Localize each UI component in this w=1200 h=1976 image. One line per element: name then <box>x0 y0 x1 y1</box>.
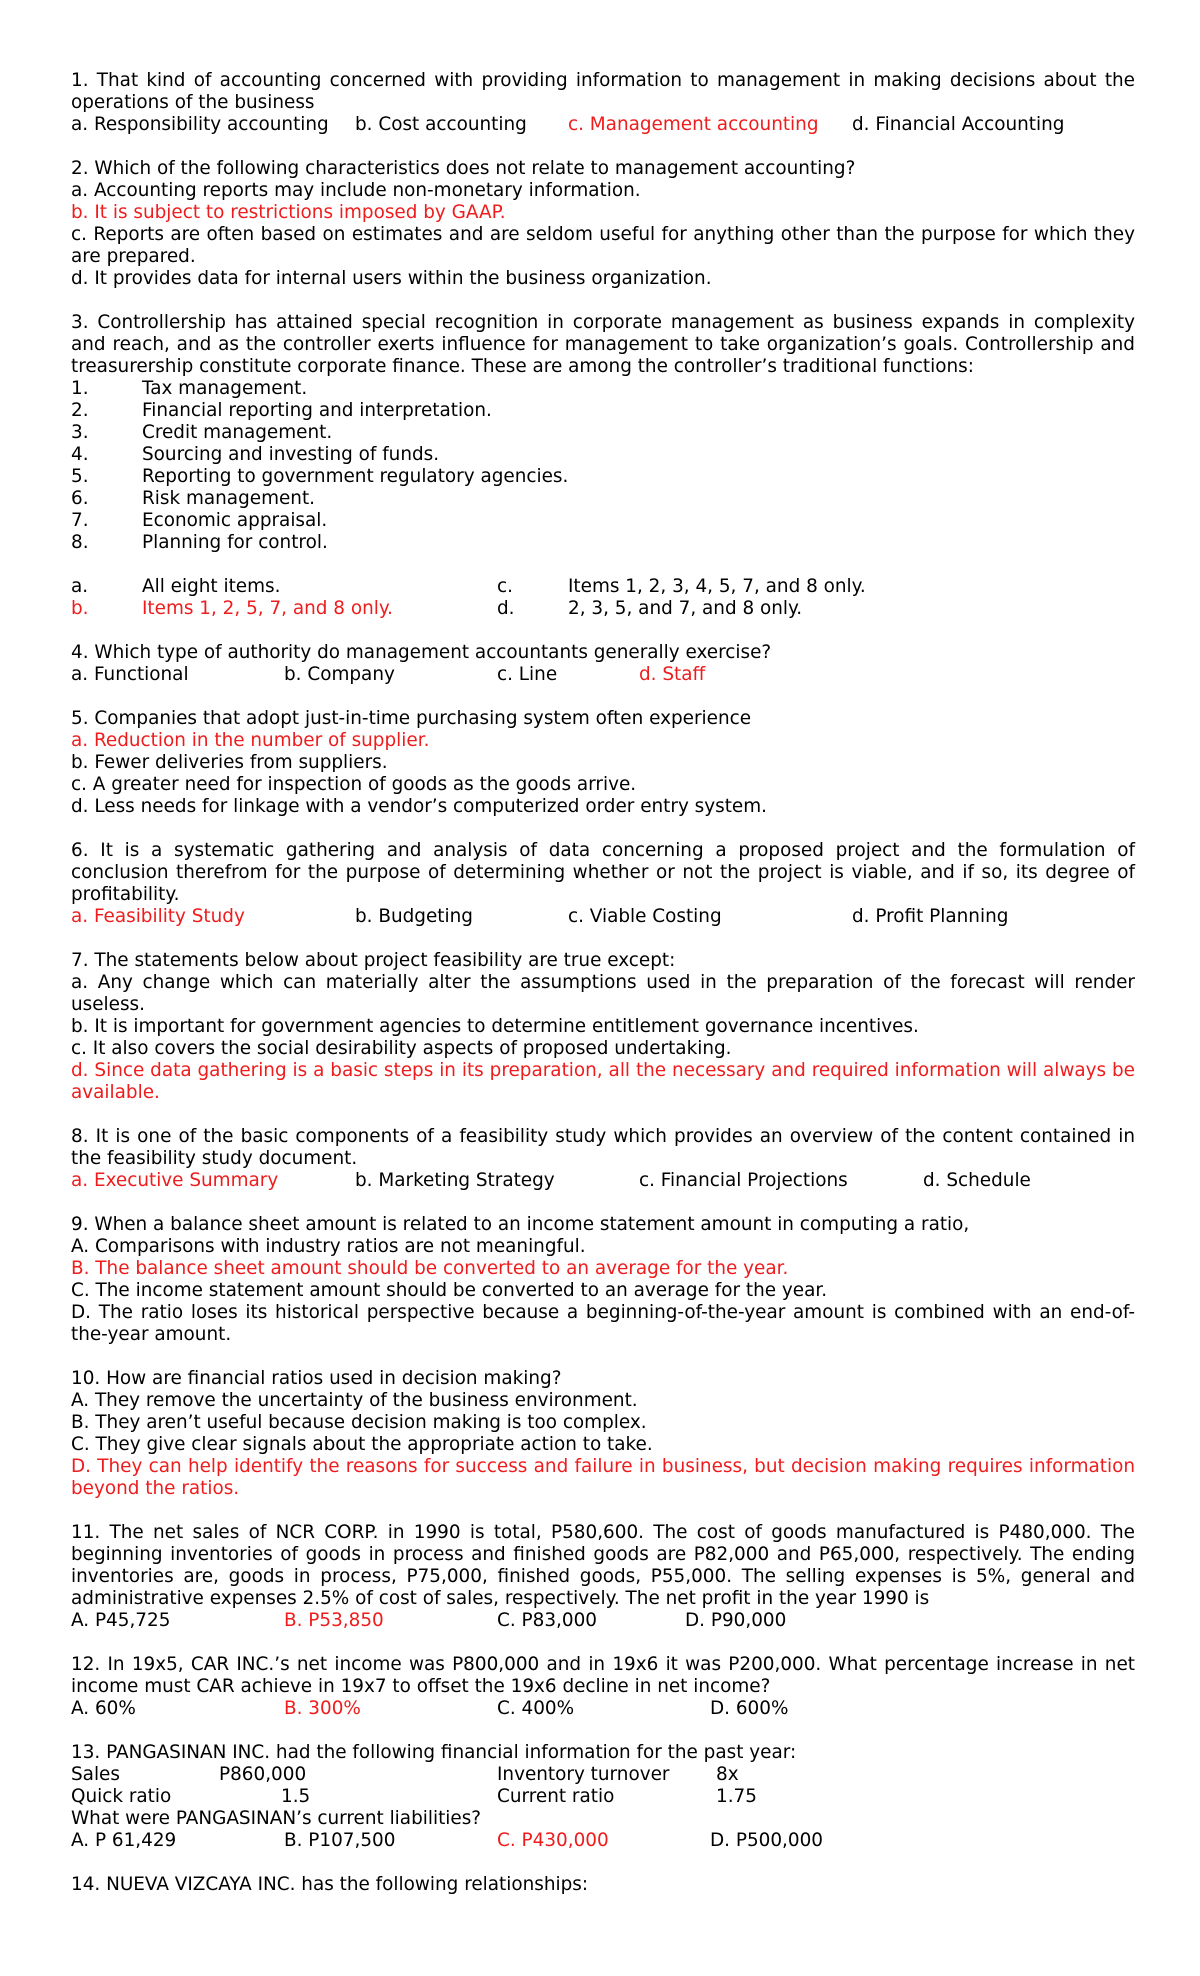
question-stem: 5. Companies that adopt just-in-time purchasing system often experience <box>71 708 752 729</box>
option-a: A. They remove the uncertainty of the business environment. <box>71 1390 638 1411</box>
option-b: b. Cost accounting <box>355 114 527 135</box>
choice-c-text: Items 1, 2, 3, 4, 5, 7, and 8 only. <box>568 576 866 597</box>
option-d: d. It provides data for internal users within the business organization. <box>71 268 712 289</box>
option-c: c. Financial Projections <box>639 1170 848 1191</box>
option-b: b. Marketing Strategy <box>355 1170 555 1191</box>
question-stem: 6. It is a systematic gathering and analysis of data concerning a proposed project and the formulation of conclusion therefrom for the purpose of determining whether or not the project is viable, and if so, its degree of profitability. <box>71 840 1135 905</box>
option-c: c. It also covers the social desirability aspects of proposed undertaking. <box>71 1038 732 1059</box>
question-2 <box>71 158 1135 290</box>
question-3 <box>71 312 1135 620</box>
option-b: b. Fewer deliveries from suppliers. <box>71 752 388 773</box>
question-stem: 12. In 19x5, CAR INC.’s net income was P800,000 and in 19x6 it was P200,000. What percentage increase in net income must CAR achieve in 19x7 to offset the 19x6 decline in net income? <box>71 1654 1135 1697</box>
option-b: b. Company <box>284 664 395 685</box>
option-b: B. P107,500 <box>284 1830 396 1851</box>
question-stem: 4. Which type of authority do management accountants generally exercise? <box>71 642 772 663</box>
option-a: a. Functional <box>71 664 189 685</box>
options-row <box>71 664 1135 686</box>
choice-d-text: 2, 3, 5, and 7, and 8 only. <box>568 598 803 619</box>
question-stem: 13. PANGASINAN INC. had the following financial information for the past year: <box>71 1742 797 1763</box>
question-13 <box>71 1742 1135 1852</box>
option-b-answer: b. It is subject to restrictions imposed by GAAP. <box>71 202 506 223</box>
option-a: a. Any change which can materially alter the assumptions used in the preparation of the forecast will render useless. <box>71 972 1135 1015</box>
option-d-answer: d. Since data gathering is a basic steps in its preparation, all the necessary and required information will always be available. <box>71 1060 1135 1103</box>
option-b-answer: B. 300% <box>284 1698 361 1719</box>
question-stem: 1. That kind of accounting concerned with providing information to management in making decisions about the operations of the business <box>71 70 1135 113</box>
choice-b-text-answer: Items 1, 2, 5, 7, and 8 only. <box>142 598 393 619</box>
question-4 <box>71 642 1135 686</box>
question-10 <box>71 1368 1135 1500</box>
quiz-page <box>71 70 1135 1918</box>
option-a-answer: a. Feasibility Study <box>71 906 245 927</box>
question-12 <box>71 1654 1135 1720</box>
option-d: D. The ratio loses its historical perspective because a beginning-of-the-year amount is combined with an end-of-the-year amount. <box>71 1302 1135 1345</box>
option-d-answer: D. They can help identify the reasons for success and failure in business, but decision making requires information beyond the ratios. <box>71 1456 1135 1499</box>
option-d: d. Profit Planning <box>852 906 1009 927</box>
options-row <box>71 1830 1135 1852</box>
option-a-answer: a. Reduction in the number of supplier. <box>71 730 430 751</box>
question-stem: 9. When a balance sheet amount is related to an income statement amount in computing a ratio, <box>71 1214 970 1235</box>
option-c: c. Line <box>497 664 558 685</box>
question-stem: 8. It is one of the basic components of a feasibility study which provides an overview of the content contained in the feasibility study document. <box>71 1126 1135 1169</box>
option-a: A. Comparisons with industry ratios are not meaningful. <box>71 1236 586 1257</box>
option-c: c. Reports are often based on estimates and are seldom useful for anything other than the purpose for which they are prepared. <box>71 224 1135 267</box>
option-b-answer: B. P53,850 <box>284 1610 384 1631</box>
option-c-answer: C. P430,000 <box>497 1830 609 1851</box>
question-11 <box>71 1522 1135 1632</box>
question-stem: 11. The net sales of NCR CORP. in 1990 is total, P580,600. The cost of goods manufactured is P480,000. The beginning inventories of goods in process and finished goods are P82,000 and P65,000, respectively. The ending inventories are, goods in process, P75,000, finished goods, P55,000. The selling expenses is 5%, general and administrative expenses 2.5% of cost of sales, respectively. The net profit in the year 1990 is <box>71 1522 1135 1609</box>
financial-info-row: Sales P860,000 Inventory turnover 8x <box>71 1764 739 1785</box>
options-row <box>71 1698 1135 1720</box>
options-row <box>71 1170 1135 1192</box>
question-7 <box>71 950 1135 1104</box>
question-stem: 7. The statements below about project feasibility are true except: <box>71 950 676 971</box>
sub-question: What were PANGASINAN’s current liabilities? <box>71 1808 482 1829</box>
list-item: 3. Credit management. <box>71 422 333 443</box>
option-a: A. P 61,429 <box>71 1830 177 1851</box>
option-a: a. Responsibility accounting <box>71 114 329 135</box>
option-c: C. The income statement amount should be converted to an average for the year. <box>71 1280 828 1301</box>
options-row <box>71 906 1135 928</box>
option-d: d. Schedule <box>923 1170 1031 1191</box>
option-a: A. P45,725 <box>71 1610 171 1631</box>
option-d-answer: d. Staff <box>639 664 706 685</box>
question-9 <box>71 1214 1135 1346</box>
option-d: d. Financial Accounting <box>852 114 1065 135</box>
question-8 <box>71 1126 1135 1192</box>
question-stem: 10. How are financial ratios used in decision making? <box>71 1368 562 1389</box>
list-item: 5. Reporting to government regulatory agencies. <box>71 466 569 487</box>
list-item: 4. Sourcing and investing of funds. <box>71 444 440 465</box>
question-5 <box>71 708 1135 818</box>
question-1 <box>71 70 1135 136</box>
list-item: 8. Planning for control. <box>71 532 328 553</box>
option-d: d. Less needs for linkage with a vendor’s computerized order entry system. <box>71 796 768 817</box>
choice-d-letter: d. <box>497 598 515 619</box>
option-c: c. Viable Costing <box>568 906 722 927</box>
option-d: D. P500,000 <box>710 1830 823 1851</box>
question-stem: 2. Which of the following characteristics does not relate to management accounting? <box>71 158 856 179</box>
choice-b-letter-answer: b. <box>71 598 89 619</box>
option-c: C. They give clear signals about the appropriate action to take. <box>71 1434 653 1455</box>
choice-a-text: All eight items. <box>142 576 281 597</box>
choices-row <box>71 598 1135 620</box>
choice-c-letter: c. <box>497 576 513 597</box>
choice-a-letter: a. <box>71 576 89 597</box>
list-item: 2. Financial reporting and interpretation. <box>71 400 492 421</box>
option-c: C. 400% <box>497 1698 575 1719</box>
option-a-answer: a. Executive Summary <box>71 1170 279 1191</box>
options-row <box>71 114 1135 136</box>
question-stem: 3. Controllership has attained special recognition in corporate management as business expands in complexity and reach, and as the controller exerts influence for management to take organization’s goals. Controllership and treasurership constitute corporate finance. These are among the controller’s traditional functions: <box>71 312 1135 377</box>
option-b: b. It is important for government agencies to determine entitlement governance incentives. <box>71 1016 919 1037</box>
option-a: A. 60% <box>71 1698 136 1719</box>
option-d: D. 600% <box>710 1698 789 1719</box>
list-item: 7. Economic appraisal. <box>71 510 328 531</box>
question-6 <box>71 840 1135 928</box>
list-item: 6. Risk management. <box>71 488 316 509</box>
option-b-answer: B. The balance sheet amount should be converted to an average for the year. <box>71 1258 789 1279</box>
option-a: a. Accounting reports may include non-monetary information. <box>71 180 641 201</box>
option-c: c. A greater need for inspection of goods as the goods arrive. <box>71 774 637 795</box>
option-d: D. P90,000 <box>685 1610 787 1631</box>
question-14 <box>71 1874 1135 1896</box>
choices-row <box>71 576 1135 598</box>
option-c: C. P83,000 <box>497 1610 597 1631</box>
options-row <box>71 1610 1135 1632</box>
option-b: B. They aren’t useful because decision making is too complex. <box>71 1412 647 1433</box>
option-c-answer: c. Management accounting <box>568 114 819 135</box>
question-stem: 14. NUEVA VIZCAYA INC. has the following relationships: <box>71 1874 589 1895</box>
option-b: b. Budgeting <box>355 906 473 927</box>
list-item: 1. Tax management. <box>71 378 308 399</box>
financial-info-row: Quick ratio 1.5 Current ratio 1.75 <box>71 1786 757 1807</box>
